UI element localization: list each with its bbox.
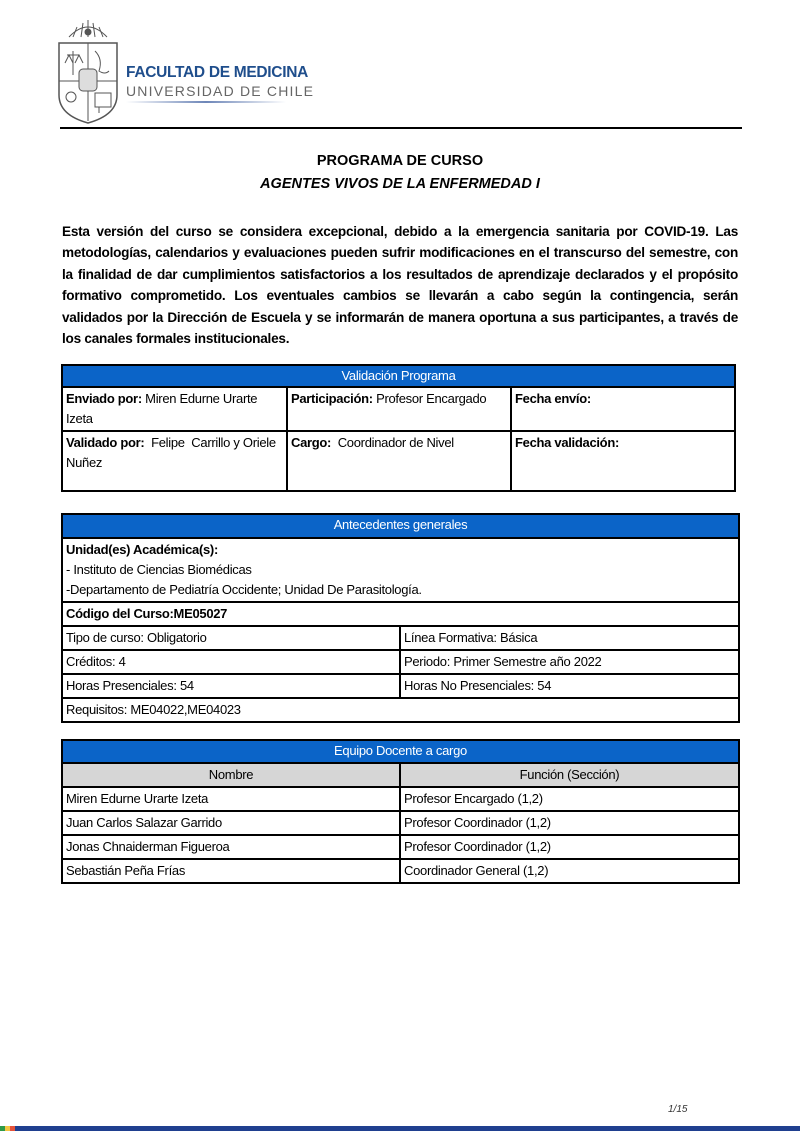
col-name-header: Nombre xyxy=(62,763,400,787)
footer-bar xyxy=(0,1126,800,1131)
in-person-hours: Horas Presenciales: 54 xyxy=(62,674,400,698)
background-header: Antecedentes generales xyxy=(62,514,739,538)
credits: Créditos: 4 xyxy=(62,650,400,674)
validation-date-cell xyxy=(511,431,735,491)
table-row xyxy=(62,787,739,811)
training-line: Línea Formativa: Básica xyxy=(400,626,739,650)
validation-header: Validación Programa xyxy=(62,365,735,387)
member-name: Sebastián Peña Frías xyxy=(62,859,400,883)
faculty-name: FACULTAD DE MEDICINA xyxy=(126,64,308,81)
member-name: Juan Carlos Salazar Garrido xyxy=(62,811,400,835)
sent-by-label: Enviado por: xyxy=(66,391,142,406)
footer-color-block xyxy=(10,1126,15,1131)
participation-label: Participación: xyxy=(291,391,373,406)
send-date-cell xyxy=(511,387,735,431)
validation-table xyxy=(61,364,736,492)
academic-unit: - Instituto de Ciencias Biomédicas xyxy=(66,562,252,577)
teaching-team-table xyxy=(61,739,740,884)
covid-notice: Esta versión del curso se considera excepcional, debido a la emergencia sanitaria por COVID-19. Las metodologías, calendarios y evaluaciones pueden sufrir modificaciones en el transcurso del semestre, con la finalidad de dar cumplimientos satisfactorios a los resultados de aprendizaje declarados y el propósito formativo comprometido. Los eventuales cambios se llevarán a cabo según la contingencia, serán validados por la Dirección de Escuela y se informarán de manera oportuna a sus participantes, a través de los canales formales institucionales. xyxy=(62,224,738,347)
participation-cell xyxy=(287,387,511,431)
member-role: Profesor Coordinador (1,2) xyxy=(400,835,739,859)
university-crest-logo xyxy=(55,15,121,125)
member-name: Jonas Chnaiderman Figueroa xyxy=(62,835,400,859)
academic-units-label: Unidad(es) Académica(s): xyxy=(66,542,218,557)
table-row xyxy=(62,835,739,859)
validated-by-cell xyxy=(62,431,287,491)
page-number: 1/15 xyxy=(668,1104,688,1115)
general-background-table xyxy=(61,513,740,723)
member-role: Profesor Coordinador (1,2) xyxy=(400,811,739,835)
validated-by-label: Validado por: xyxy=(66,435,145,450)
academic-unit: -Departamento de Pediatría Occidente; Unidad De Parasitología. xyxy=(66,582,422,597)
course-code: Código del Curso:ME05027 xyxy=(62,602,739,626)
col-role-header: Función (Sección) xyxy=(400,763,739,787)
sent-by-cell xyxy=(62,387,287,431)
team-header: Equipo Docente a cargo xyxy=(62,740,739,763)
send-date-label: Fecha envío: xyxy=(515,391,591,406)
validation-date-label: Fecha validación: xyxy=(515,435,619,450)
table-row xyxy=(62,859,739,883)
remote-hours: Horas No Presenciales: 54 xyxy=(400,674,739,698)
member-role: Coordinador General (1,2) xyxy=(400,859,739,883)
sent-by-value: Miren Edurne Urarte Izeta xyxy=(66,391,258,426)
member-role: Profesor Encargado (1,2) xyxy=(400,787,739,811)
position-cell xyxy=(287,431,511,491)
participation-value: Profesor Encargado xyxy=(372,391,487,406)
header-divider xyxy=(60,127,742,129)
position-label: Cargo: xyxy=(291,435,332,450)
course-title: AGENTES VIVOS DE LA ENFERMEDAD I xyxy=(260,176,540,192)
university-name: UNIVERSIDAD DE CHILE xyxy=(126,83,315,99)
academic-units-cell xyxy=(62,538,739,602)
member-name: Miren Edurne Urarte Izeta xyxy=(62,787,400,811)
course-type: Tipo de curso: Obligatorio xyxy=(62,626,400,650)
period: Periodo: Primer Semestre año 2022 xyxy=(400,650,739,674)
validated-by-value: Felipe Carrillo y Oriele Nuñez xyxy=(66,435,280,470)
document-title: PROGRAMA DE CURSO xyxy=(316,153,484,169)
position-value: Coordinador de Nivel xyxy=(331,435,454,450)
logo-underline xyxy=(126,101,286,103)
table-row xyxy=(62,811,739,835)
requirements: Requisitos: ME04022,ME04023 xyxy=(62,698,739,722)
